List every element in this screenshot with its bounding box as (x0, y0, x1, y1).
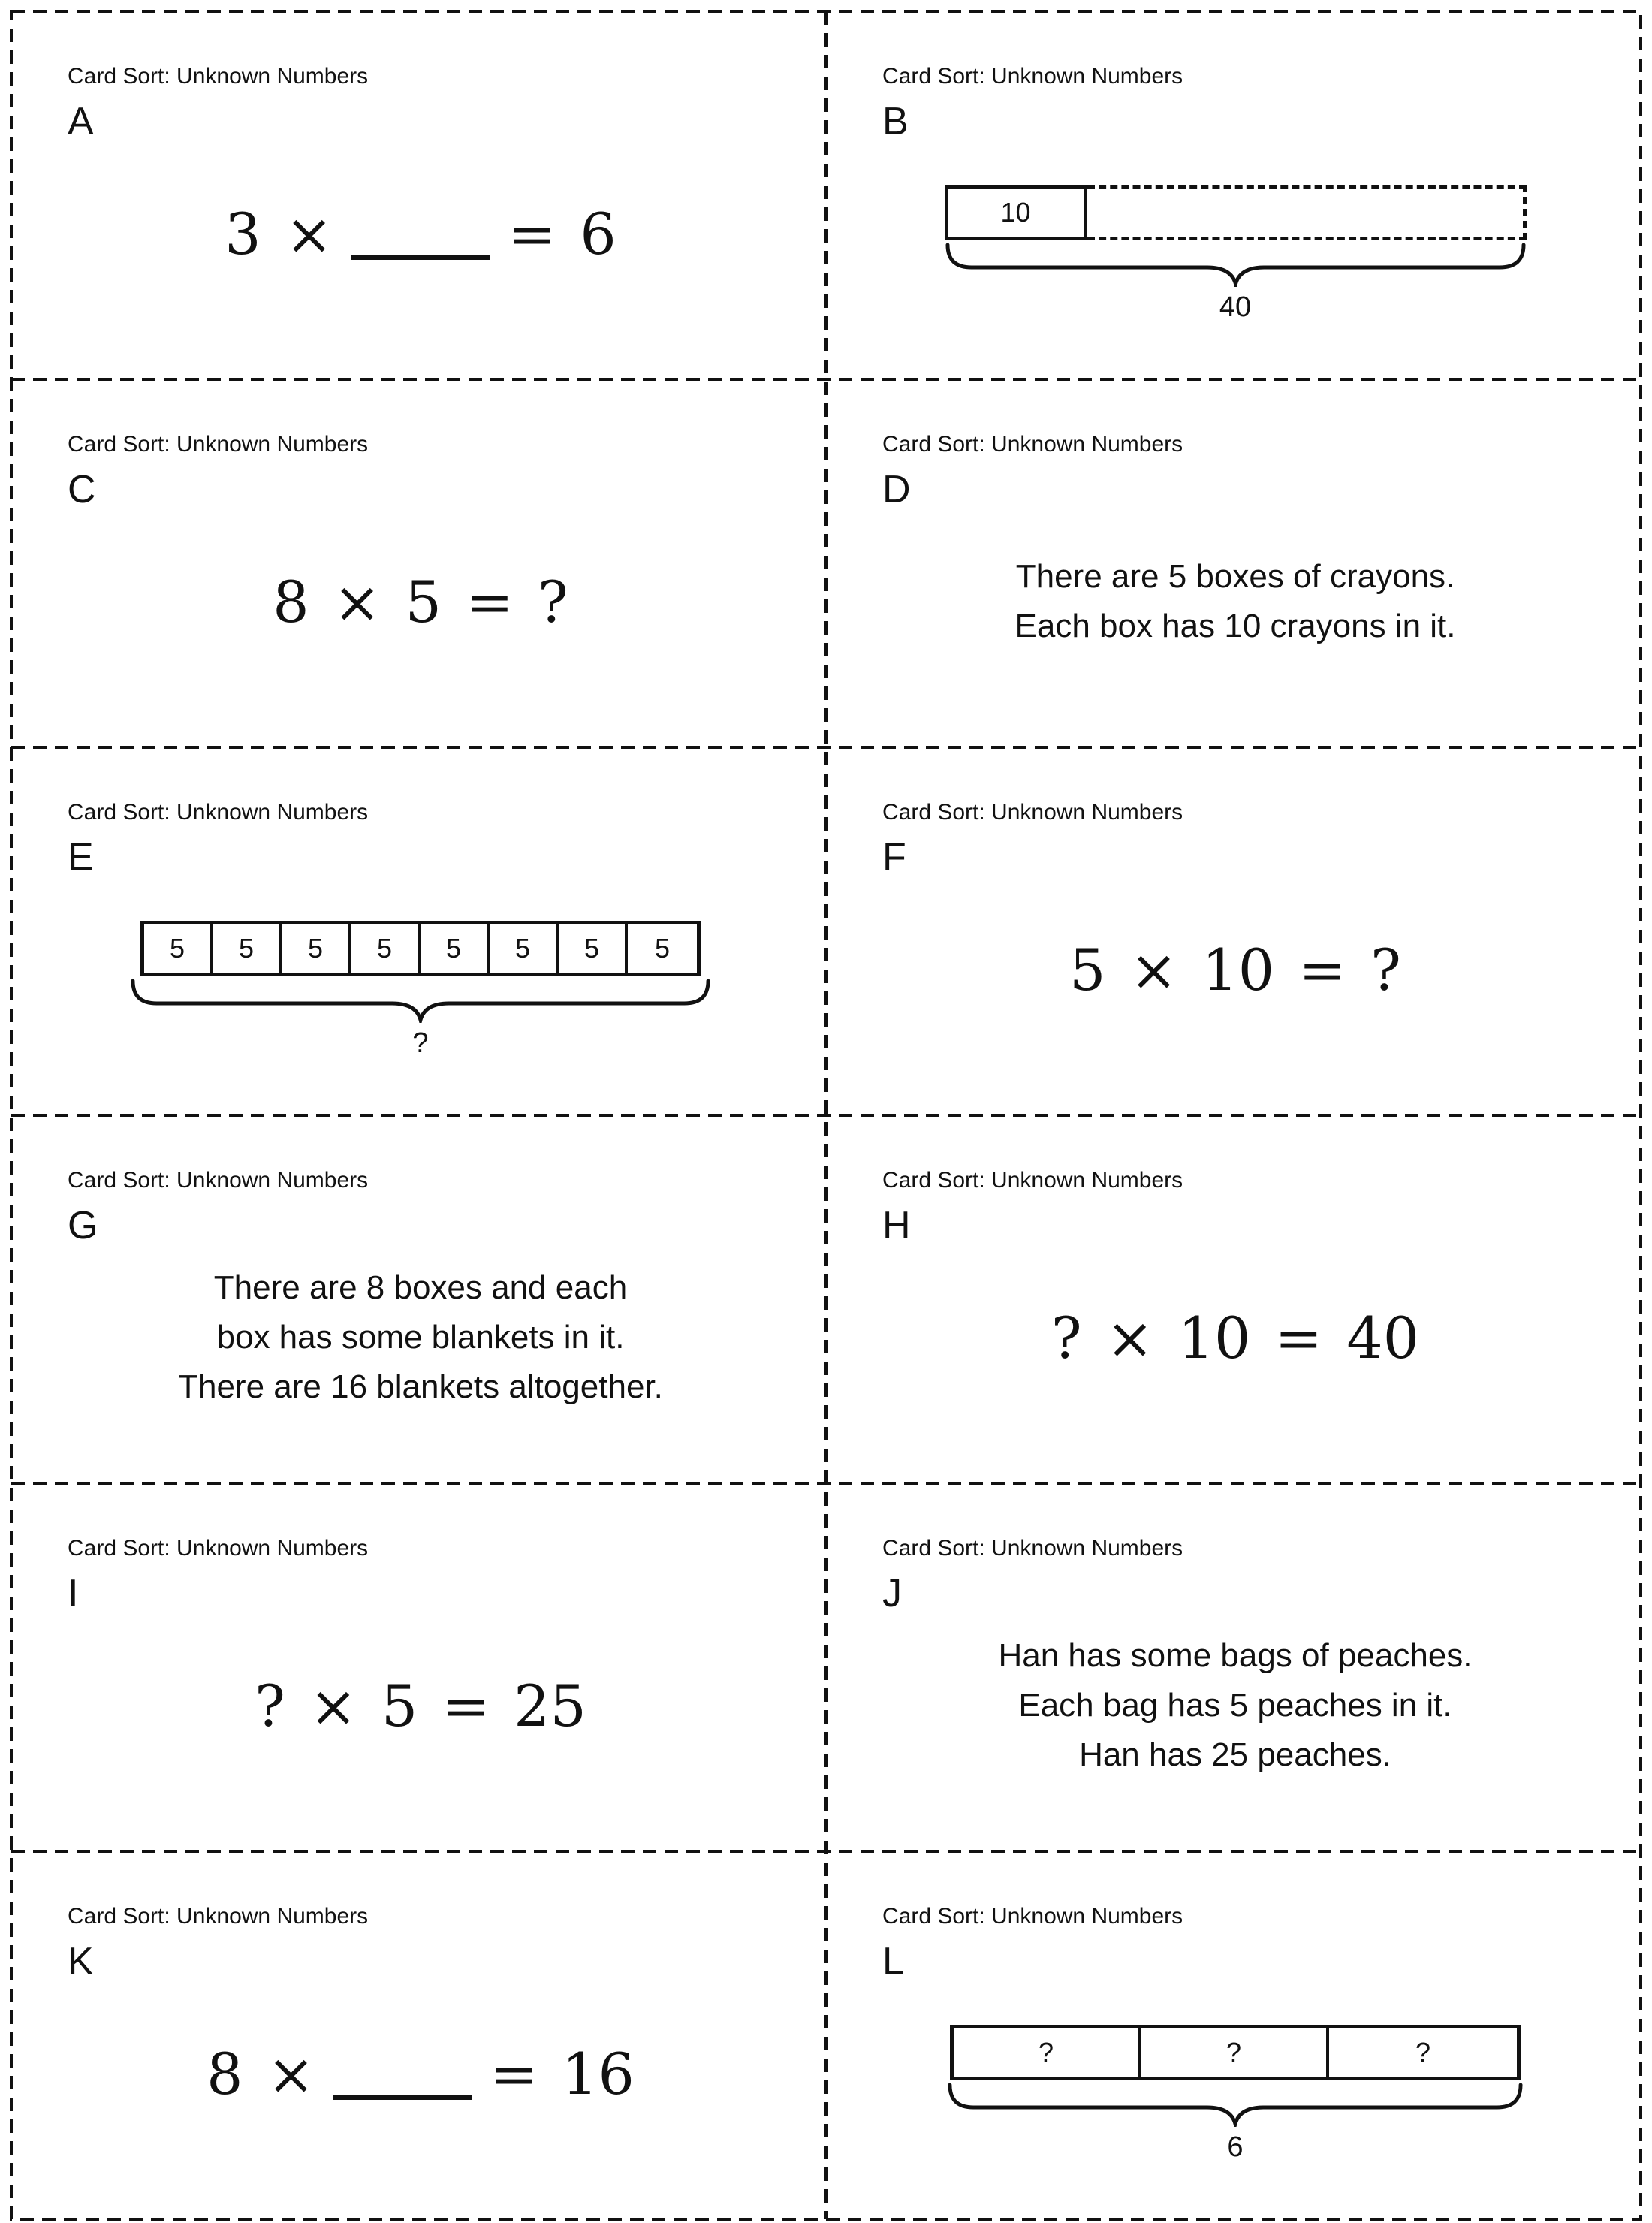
tape-cell: 5 (351, 924, 421, 973)
card-header-label: Card Sort: Unknown Numbers (882, 1536, 1183, 1561)
word-problem (178, 1263, 663, 1412)
card-b (826, 11, 1641, 379)
word-problem (1015, 552, 1456, 651)
tape-total-label: ? (412, 1027, 429, 1059)
tape-diagram (945, 185, 1527, 324)
tape-diagram (130, 921, 711, 1060)
equation-right: = 16 (490, 2040, 635, 2107)
underbrace-icon (945, 242, 1527, 287)
card-i (11, 1483, 826, 1851)
card-letter: E (68, 835, 94, 879)
card-header-label: Card Sort: Unknown Numbers (882, 432, 1183, 457)
card-header-label: Card Sort: Unknown Numbers (68, 64, 369, 89)
card-f (826, 747, 1641, 1115)
tape-cell: ? (1141, 2028, 1329, 2077)
card-header-label: Card Sort: Unknown Numbers (68, 1168, 369, 1193)
card-header-label: Card Sort: Unknown Numbers (68, 1904, 369, 1929)
card-g (11, 1115, 826, 1483)
card-letter: A (68, 99, 94, 143)
card-a (11, 11, 826, 379)
tape-bar (140, 921, 701, 976)
tape-cell: 5 (282, 924, 351, 973)
tape-total-label: 40 (1219, 291, 1252, 323)
tape-cell: 5 (559, 924, 628, 973)
card-header-label: Card Sort: Unknown Numbers (68, 1536, 369, 1561)
card-e (11, 747, 826, 1115)
tape-cell: ? (954, 2028, 1141, 2077)
equation-blank-line (333, 2095, 472, 2100)
tape-box-known: 10 (945, 185, 1087, 240)
card-letter: J (882, 1571, 902, 1615)
equation: ? × 10 = 40 (1051, 1304, 1420, 1371)
card-header-label: Card Sort: Unknown Numbers (882, 1904, 1183, 1929)
equation: ? × 5 = 25 (255, 1672, 586, 1739)
card-letter: F (882, 835, 906, 879)
card-letter: I (68, 1571, 79, 1615)
card-grid (11, 11, 1641, 2219)
equation-right: = 6 (508, 200, 616, 267)
equation-left: 3 × (225, 200, 333, 267)
tape-cell: ? (1415, 2036, 1431, 2068)
card-header-label: Card Sort: Unknown Numbers (882, 1168, 1183, 1193)
tape-cell: 5 (654, 932, 671, 964)
card-letter: H (882, 1203, 911, 1247)
underbrace-icon (130, 978, 711, 1023)
card-letter: C (68, 467, 96, 511)
problem-line: There are 5 boxes of crayons. (1015, 558, 1455, 596)
tape-box-unknown-dashed (1087, 185, 1527, 240)
card-h (826, 1115, 1641, 1483)
problem-line: Each box has 10 crayons in it. (1014, 608, 1456, 645)
card-letter: L (882, 1939, 904, 1983)
problem-line: Each bag has 5 peaches in it. (1018, 1687, 1452, 1724)
underbrace-icon (947, 2082, 1524, 2127)
problem-line: Han has some bags of peaches. (998, 1637, 1473, 1675)
card-letter: K (68, 1939, 94, 1983)
card-d (826, 379, 1641, 747)
problem-line: box has some blankets in it. (216, 1319, 625, 1356)
tape-cell: 5 (490, 924, 559, 973)
equation-left: 8 × (206, 2040, 315, 2107)
equation (206, 2041, 635, 2107)
tape-bar (945, 185, 1527, 240)
card-l (826, 1851, 1641, 2219)
tape-bar (950, 2025, 1521, 2080)
card-letter: D (882, 467, 911, 511)
equation-blank-line (351, 255, 490, 260)
tape-total-label: 6 (1227, 2131, 1244, 2163)
card-letter: G (68, 1203, 98, 1247)
card-k (11, 1851, 826, 2219)
tape-cell: 5 (421, 924, 490, 973)
word-problem (998, 1631, 1472, 1780)
tape-cell: 5 (144, 924, 213, 973)
tape-cell: 5 (213, 924, 282, 973)
card-header-label: Card Sort: Unknown Numbers (882, 800, 1183, 825)
equation (225, 201, 616, 267)
equation: 8 × 5 = ? (273, 568, 568, 635)
problem-line: There are 8 boxes and each (213, 1269, 628, 1307)
problem-line: Han has 25 peaches. (1079, 1736, 1391, 1774)
equation: 5 × 10 = ? (1069, 936, 1401, 1003)
card-c (11, 379, 826, 747)
card-header-label: Card Sort: Unknown Numbers (68, 800, 369, 825)
card-header-label: Card Sort: Unknown Numbers (882, 64, 1183, 89)
tape-diagram (947, 2025, 1524, 2164)
card-j (826, 1483, 1641, 1851)
problem-line: There are 16 blankets altogether. (178, 1368, 663, 1406)
card-header-label: Card Sort: Unknown Numbers (68, 432, 369, 457)
card-letter: B (882, 99, 909, 143)
